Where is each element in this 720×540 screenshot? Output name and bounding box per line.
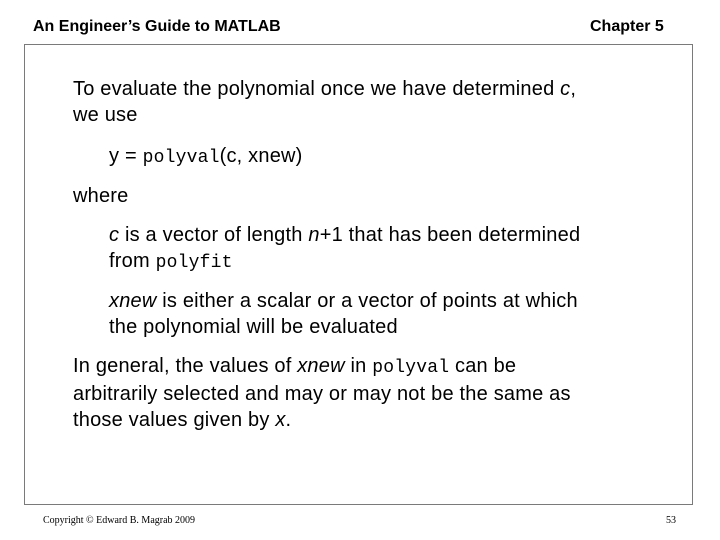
definition-c: c is a vector of length n+1 that has been determined from polyfit [109, 224, 581, 273]
paragraph-intro: To evaluate the polynomial once we have determined c, we use [73, 78, 577, 126]
chapter-label: Chapter 5 [590, 18, 664, 35]
copyright-notice: Copyright © Edward B. Magrab 2009 [43, 515, 196, 526]
header-title: An Engineer’s Guide to MATLAB [33, 18, 281, 35]
definition-xnew: xnew is either a scalar or a vector of points at which the polynomial will be evaluated [109, 290, 578, 338]
paragraph-general: In general, the values of xnew in polyval can be arbitrarily selected and may or may not be the same as those values given by x. [73, 355, 571, 431]
code-example: y = polyval(c, xnew) [109, 145, 303, 168]
page-number: 53 [666, 515, 676, 526]
where-label: where [73, 185, 129, 207]
